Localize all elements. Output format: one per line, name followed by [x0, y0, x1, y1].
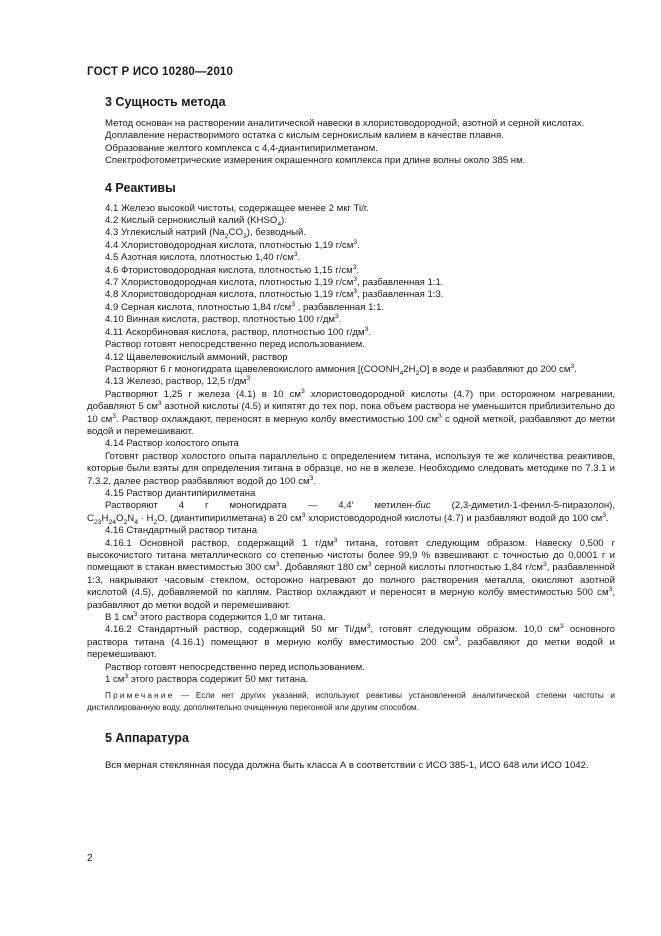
document-page — [87, 66, 615, 773]
note-label: Примечание — [105, 691, 175, 701]
section-3-paragraph: Метод основан на растворении аналитической навески в хлористоводородной, азотной и серной кислотах. — [105, 118, 585, 129]
section-3-paragraph: Спектрофотометрические измерения окрашенного комплекса при длине волны около 385 нм. — [105, 155, 526, 167]
item-4-3: 4.3 Углекислый натрий $(Na_2CO_3)$, безводный. — [105, 227, 307, 241]
item-4-16: 4.16 Стандартный раствор титана — [105, 525, 258, 537]
item-4-15-text-line1: Растворяют 4 г моногидрата — 4,4′ метилен-бис (2,3-диметил-1-фенил-5-пиразолон), — [105, 500, 615, 512]
page-number: 2 — [87, 853, 93, 864]
prep-note: Раствор готовят непосредственно перед использованием. — [105, 661, 365, 673]
item-4-4: 4.4 Хлористоводородная кислота, плотностью 1,19 $г/см^3$. — [105, 238, 360, 251]
section-3-paragraph: Образование желтого комплекса с 4,4-диантипирилметаном. — [105, 142, 378, 154]
section-4-title: 4 Реактивы — [105, 180, 176, 195]
item-4-16-2-content: 1 $см^3$ этого раствора содержит 50 мкг титана. — [105, 672, 309, 686]
item-4-6: 4.6 Фтористоводородная кислота, плотностью 1,15 $г/см^3$. — [105, 263, 360, 276]
note — [87, 690, 615, 714]
item-4-10: 4.10 Винная кислота, раствор, плотностью 100 $г/дм^3$. — [105, 313, 342, 326]
section-3-title: 3 Сущность метода — [105, 95, 226, 109]
section-5-title: 5 Аппаратура — [105, 731, 189, 746]
item-4-12-text: Растворяют 6 г моногидрата щавелевокислого аммония [$(COONH_42H_2O]$ в воде и разбавляют до 200 $см^3$. — [105, 362, 577, 377]
section-5-body — [87, 760, 615, 772]
note-text: — Если нет других указаний, используют реактивы установленной аналитической степени чистоты и дистиллированную воду, дополнительно очищенную перегонкой или другим способом. — [87, 691, 615, 713]
section-3-paragraph: Доплавление нерастворимого остатка с кислым сернокислым калием в качестве плавня. — [105, 130, 504, 142]
item-4-15-text-line2: $C_{23}H_{24}O_2N_4 \cdot H_2O$, (диантипирилметана) в 20 $см^3$ хлористоводородной кислоты (4.7) и разбавляют водой до 100 $см^3$. — [87, 511, 609, 526]
prep-note: Раствор готовят непосредственно перед использованием. — [105, 339, 365, 351]
section-3-body — [87, 118, 615, 168]
item-4-15: 4.15 Раствор диантипирилметана — [105, 487, 256, 499]
section-4-body — [87, 203, 615, 715]
document-header: ГОСТ Р ИСО 10280—2010 — [87, 66, 234, 78]
item-4-16-1-content: В 1 $см^3$ этого раствора содержится 1,0 мг титана. — [105, 610, 326, 624]
item-4-14: 4.14 Раствор холостого опыта — [105, 438, 239, 450]
item-4-16-1: 4.16.1 Основной раствор, содержащий 1 $г/дм^3$ титана, готовят следующим образом. Навеску 0,500 г высокочистого титана металлического со степенью чистоты более 99,9 % взвешивают с точностью до 0,0001 г и помещают в стакан вместимостью 300 $см^3$. Добавляют 180 $см^3$ серной кислоты плотностью 1,84 $г/см^3$, разбавленной 1:3, накрывают часовым стеклом, осторожно нагревают до полного растворения металла, окисляют азотной кислотой (4.5), добавляемой по каплям. Раствор охлаждают и переносят в мерную колбу вместимостью 500 $см^3$, разбавляют до метки водой и перемешивают. — [87, 536, 615, 611]
item-4-9: 4.9 Серная кислота, плотностью 1,84 $г/см^3$ , разбавленная 1:1. — [105, 300, 385, 313]
item-4-14-text: Готовят раствор холостого опыта параллельно с определением титана, используя те же количества реактивов, которые были взяты для определения титана в образце, но не в железе. Необходимо следовать методике по 7.3.1 и 7.3.2, далее раствор разбавляют водой до 100 $см^3$. — [87, 450, 615, 487]
item-4-2: 4.2 Кислый сернокислый калий $(KHSO_4)$. — [105, 215, 288, 228]
item-4-11: 4.11 Аскорбиновая кислота, раствор, плотностью 100 $г/дм^3$. — [105, 325, 372, 338]
item-4-7: 4.7 Хлористоводородная кислота, плотностью 1,19 $г/см^3$, разбавленная 1:1. — [105, 275, 444, 289]
item-4-12: 4.12 Щавелевокислый аммоний, раствор — [105, 351, 288, 363]
item-4-8: 4.8 Хлористоводородная кислота, плотностью 1,19 $г/см^3$, разбавленная 1:3. — [105, 288, 444, 301]
section-5-paragraph: Вся мерная стеклянная посуда должна быть класса А в соответствии с ИСО 385-1, ИСО 648 или ИСО 1042. — [105, 760, 589, 772]
item-4-13: 4.13 Железо, раствор, 12,5 $г/дм^3$ — [105, 375, 251, 388]
item-4-1: 4.1 Железо высокой чистоты, содержащее менее 2 мкг Ti/г. — [105, 202, 369, 214]
item-4-5: 4.5 Азотная кислота, плотностью 1,40 $г/см^3$. — [105, 251, 301, 264]
item-4-16-2: 4.16.2 Стандартный раствор, содержащий 50 мг $Ti/дм^3$, готовят следующим образом. 10,0 $см^3$ основного раствора титана (4.16.1) помещают в мерную колбу вместимостью 200 $см^3$, разбавляют до метки водой и перемешивают. — [87, 623, 615, 661]
item-4-13-text: Растворяют 1,25 г железа (4.1) в 10 $см^3$ хлористоводородной кислоты (4.7) при осторожном нагревании, добавляют 5 $см^3$ азотной кислоты (4.5) и кипятят до тех пор, пока объем раствора не уменьшится приблизительно до 10 $см^3$. Раствор охлаждают, переносят в мерную колбу вместимостью 100 $см^3$ с одной меткой, разбавляют до метки водой и перемешивают. — [87, 387, 616, 437]
